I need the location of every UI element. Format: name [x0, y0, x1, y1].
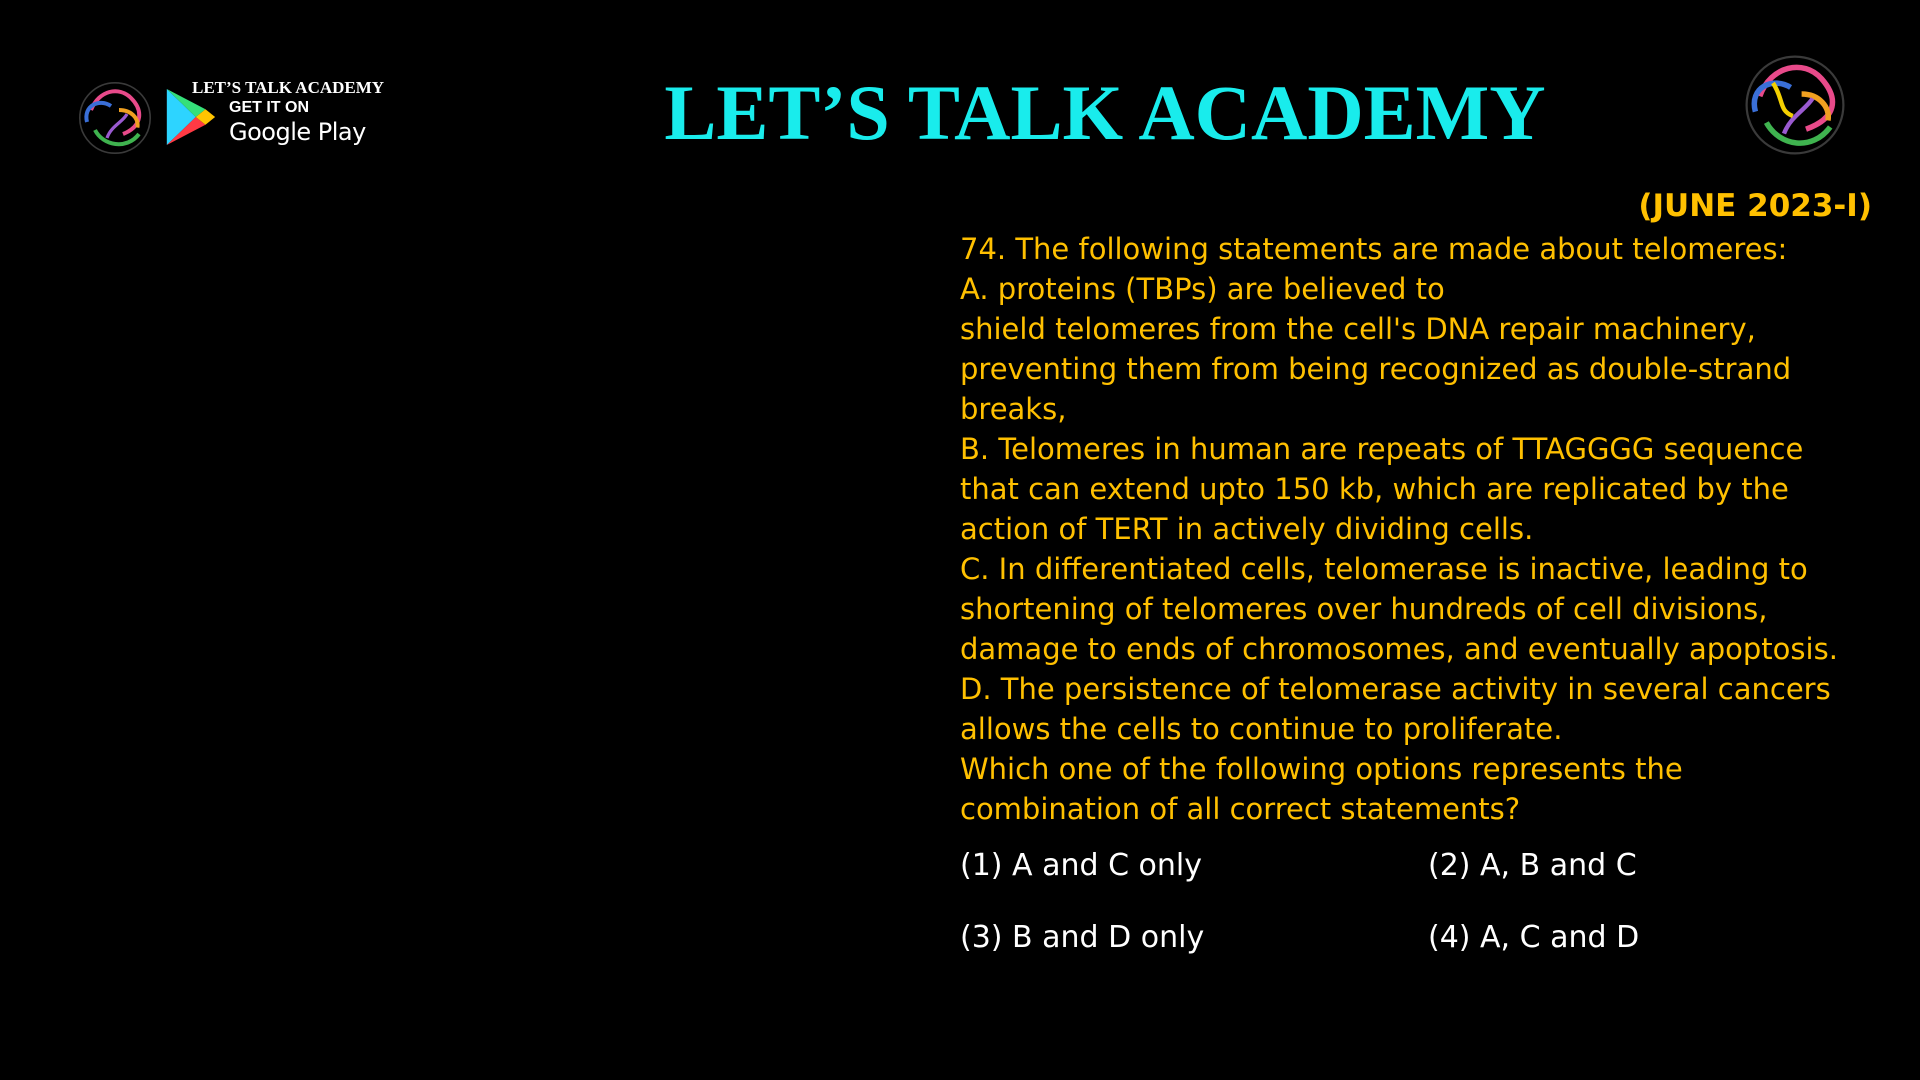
- option-row: [960, 920, 1890, 992]
- option-1[interactable]: (1) A and C only: [960, 848, 1203, 883]
- option-row: [960, 848, 1890, 920]
- question-line: C. In differentiated cells, telomerase is inactive, leading to: [960, 552, 1808, 586]
- get-it-on-label: GET IT ON: [229, 99, 309, 116]
- question-line: that can extend upto 150 kb, which are replicated by the: [960, 472, 1789, 506]
- answer-options: [960, 848, 1890, 992]
- question-line: damage to ends of chromosomes, and eventually apoptosis.: [960, 632, 1838, 666]
- academy-protein-logo-icon: [1740, 50, 1850, 160]
- question-line: Which one of the following options represents the: [960, 752, 1683, 786]
- exam-session-tag: (JUNE 2023-I): [1638, 188, 1872, 224]
- google-play-label: Google Play: [229, 118, 366, 146]
- question-line: preventing them from being recognized as double-strand: [960, 352, 1792, 386]
- question-line: breaks,: [960, 392, 1067, 426]
- question-line: 74. The following statements are made about telomeres:: [960, 232, 1788, 266]
- question-line: D. The persistence of telomerase activity in several cancers: [960, 672, 1831, 706]
- page-title: LET’S TALK ACADEMY: [664, 69, 1546, 156]
- question-line: A. proteins (TBPs) are believed to: [960, 272, 1445, 306]
- option-2[interactable]: (2) A, B and C: [1428, 848, 1637, 883]
- question-line: action of TERT in actively dividing cells.: [960, 512, 1534, 546]
- question-line: combination of all correct statements?: [960, 792, 1521, 826]
- question-text: [960, 229, 1890, 829]
- option-3[interactable]: (3) B and D only: [960, 920, 1205, 955]
- question-line: B. Telomeres in human are repeats of TTAGGGG sequence: [960, 432, 1804, 466]
- question-line: shortening of telomeres over hundreds of cell divisions,: [960, 592, 1768, 626]
- option-4[interactable]: (4) A, C and D: [1428, 920, 1640, 955]
- brand-name: LET’S TALK ACADEMY: [192, 78, 385, 97]
- question-line: shield telomeres from the cell's DNA repair machinery,: [960, 312, 1756, 346]
- question-line: allows the cells to continue to proliferate.: [960, 712, 1563, 746]
